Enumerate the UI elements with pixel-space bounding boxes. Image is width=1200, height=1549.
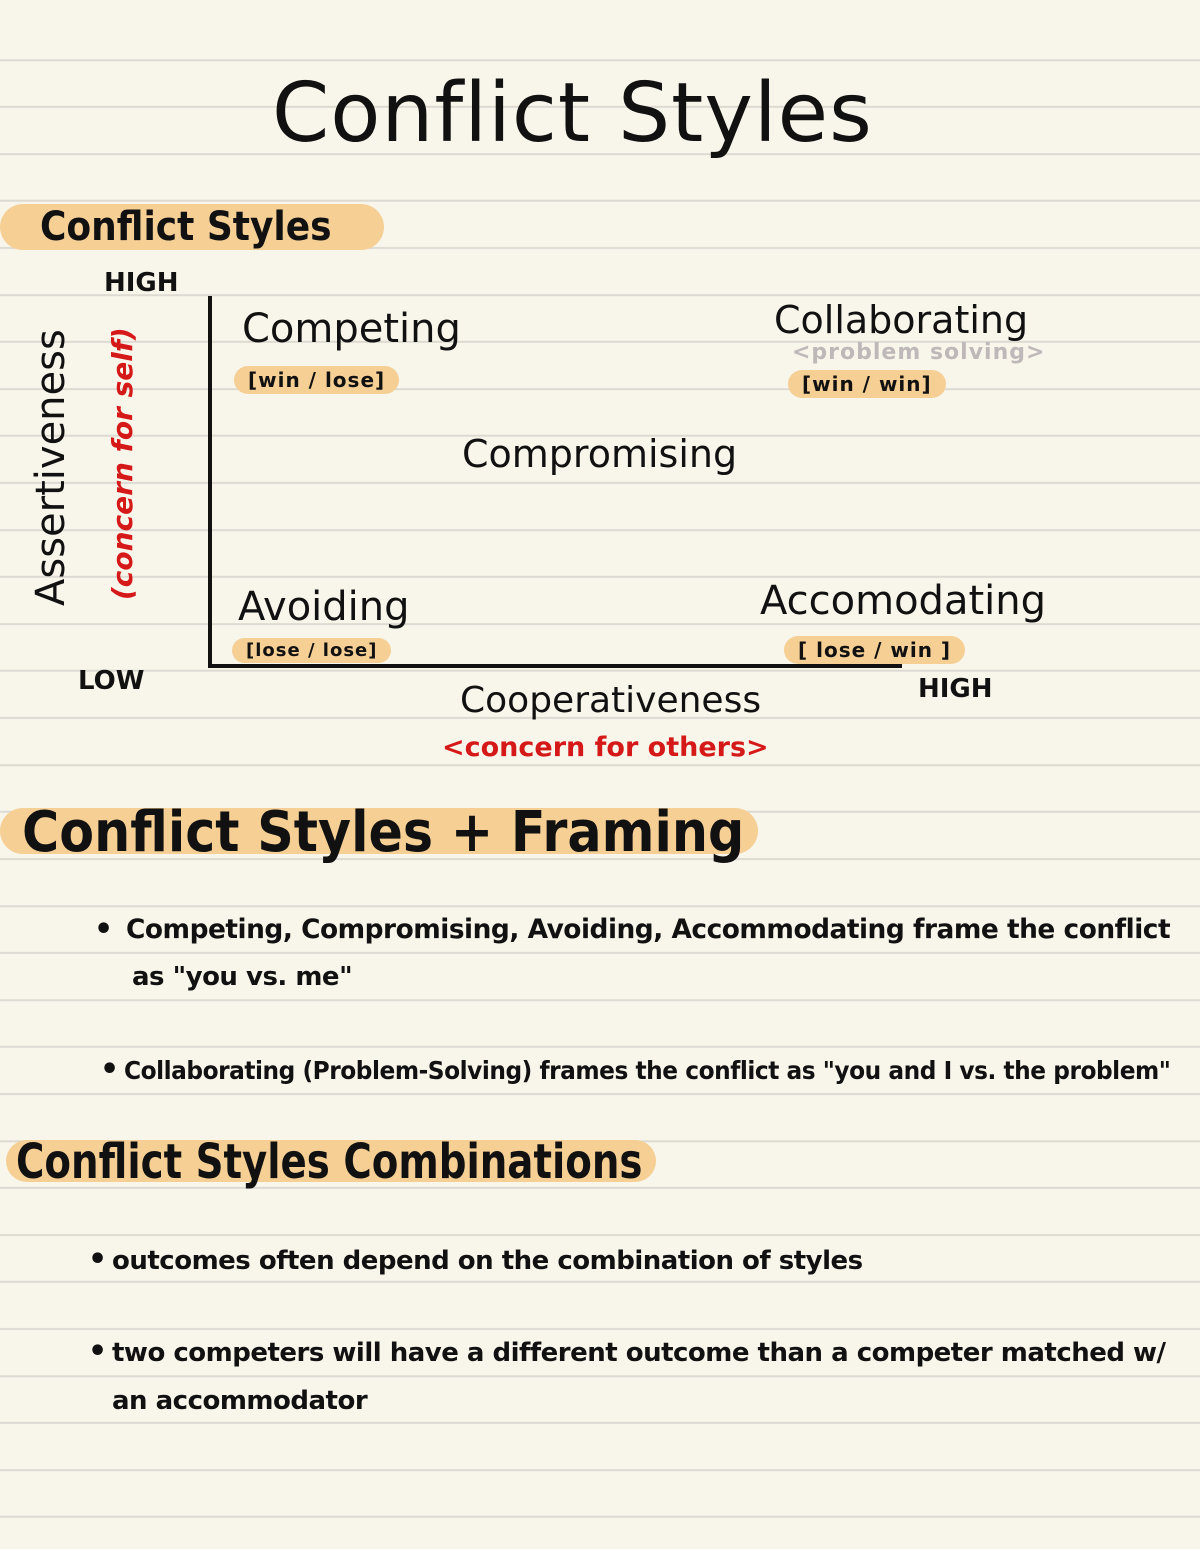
- quadrant-compromising-label: Compromising: [462, 432, 738, 476]
- framing-bullet-1-line-1: Competing, Compromising, Avoiding, Accommodating frame the conflict: [126, 914, 1171, 945]
- framing-bullet-1-line-2: as "you vs. me": [132, 962, 353, 992]
- combinations-bullet-2-line-1: two competers will have a different outcome than a competer matched w/: [112, 1338, 1166, 1368]
- y-axis-high-label: HIGH: [104, 268, 179, 298]
- quadrant-collaborating-note: <problem solving>: [792, 340, 1046, 365]
- section-heading-conflict-styles: [0, 204, 384, 250]
- x-axis-title: Cooperativeness: [460, 680, 762, 721]
- framing-bullet-2-line-1: Collaborating (Problem-Solving) frames the conflict as "you and I vs. the problem": [124, 1056, 1171, 1085]
- x-axis-line: [208, 664, 902, 668]
- combinations-bullet-1-line-1: outcomes often depend on the combination of styles: [112, 1246, 863, 1276]
- y-axis-title: Assertiveness: [28, 329, 74, 606]
- y-axis-subtitle: (concern for self): [106, 327, 139, 600]
- bullet-dot: •: [100, 1052, 120, 1087]
- quadrant-accomodating-label: Accomodating: [760, 578, 1046, 624]
- section-heading-framing: [0, 800, 758, 865]
- x-axis-high-label: HIGH: [918, 674, 993, 704]
- section-heading-combinations: [6, 1134, 656, 1190]
- page-title: Conflict Styles: [272, 66, 873, 161]
- y-axis-low-label: LOW: [78, 666, 145, 696]
- bullet-dot: •: [88, 1242, 108, 1277]
- quadrant-competing-tag: [win / lose]: [234, 366, 399, 394]
- quadrant-avoiding-label: Avoiding: [238, 584, 410, 630]
- section-heading-text: Conflict Styles: [40, 204, 332, 250]
- x-axis-subtitle: <concern for others>: [442, 732, 769, 763]
- quadrant-collaborating-label: Collaborating: [774, 298, 1029, 342]
- section-heading-text: Conflict Styles Combinations: [16, 1134, 643, 1190]
- bullet-dot: •: [94, 912, 114, 947]
- section-heading-text: Conflict Styles + Framing: [22, 800, 745, 865]
- bullet-dot: •: [88, 1334, 108, 1369]
- quadrant-avoiding-tag: [lose / lose]: [232, 638, 391, 663]
- quadrant-accomodating-tag: [ lose / win ]: [784, 636, 965, 664]
- quadrant-collaborating-tag: [win / win]: [788, 370, 946, 398]
- y-axis-line: [208, 296, 212, 668]
- combinations-bullet-2-line-2: an accommodator: [112, 1386, 368, 1416]
- quadrant-competing-label: Competing: [242, 306, 461, 352]
